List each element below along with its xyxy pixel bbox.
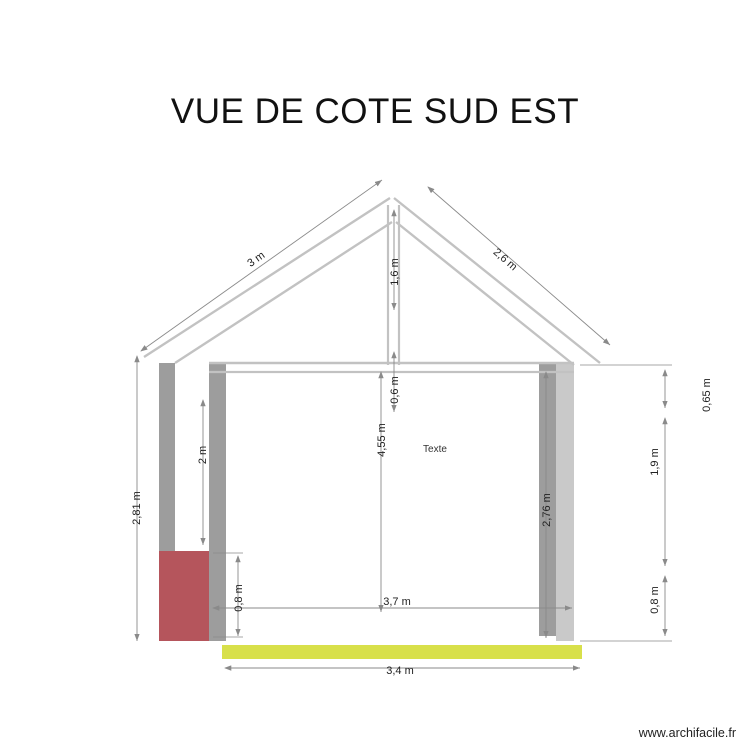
dimension-label-roof-left: 3 m — [245, 249, 268, 270]
dimension-label-right-mid: 1,9 m — [649, 448, 661, 476]
slab-yellow — [222, 645, 582, 659]
footer-watermark: www.archifacile.fr — [638, 726, 736, 740]
dimline-roof-left — [141, 180, 382, 351]
text-annotation: Texte — [423, 444, 447, 455]
roof-left-under — [175, 222, 392, 363]
dimension-label-ridge-height: 1,6 m — [389, 258, 401, 286]
dimension-label-right-low: 0,8 m — [649, 586, 661, 614]
dimension-label-tie-beam-gap: 0,6 m — [389, 376, 401, 404]
dimension-label-right-eaves: 0,65 m — [701, 378, 713, 412]
building-structure — [144, 198, 600, 659]
dimension-label-total-inner-height: 4,55 m — [376, 423, 388, 457]
block-red — [159, 551, 215, 641]
roof-left-top — [144, 198, 390, 357]
wall-left-base — [209, 551, 226, 641]
dimension-label-left-outer-height: 2,81 m — [131, 491, 143, 525]
dimension-label-left-wall-height: 2 m — [197, 445, 209, 465]
dimension-label-inner-width: 3,7 m — [383, 596, 411, 608]
dimension-label-right-wall-height: 2,76 m — [541, 493, 553, 527]
dimension-label-base-step: 0,8 m — [233, 584, 245, 612]
roof-right-top — [394, 198, 600, 363]
dimension-label-slab-width: 3,4 m — [386, 665, 414, 677]
wall-right-outer — [556, 363, 574, 641]
dimension-label-roof-right: 2,6 m — [490, 246, 520, 274]
page-title: VUE DE COTE SUD EST — [170, 92, 580, 131]
roof-right-under — [396, 222, 574, 365]
